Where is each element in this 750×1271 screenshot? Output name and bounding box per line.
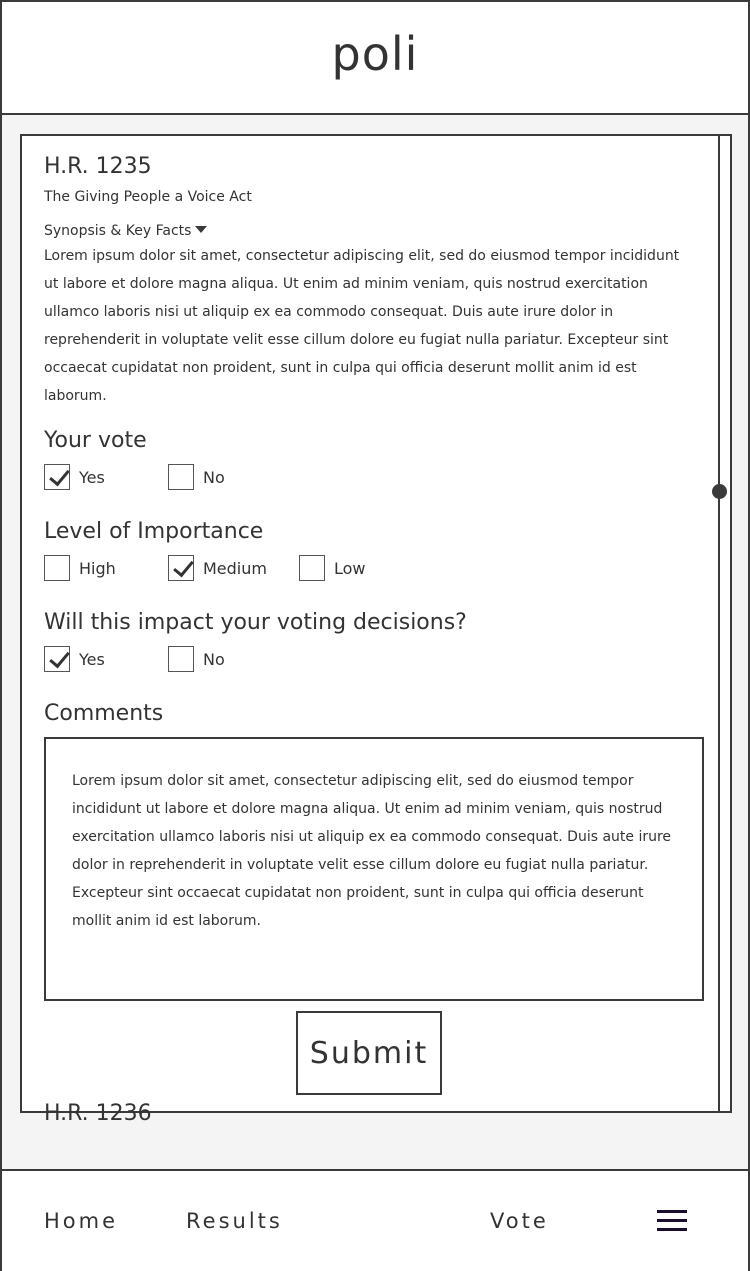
importance-medium-label: Medium bbox=[203, 558, 267, 578]
impact-yes-label: Yes bbox=[79, 649, 105, 669]
bill-title: The Giving People a Voice Act bbox=[44, 189, 252, 205]
synopsis-text: Lorem ipsum dolor sit amet, consectetur adipiscing elit, sed do eiusmod tempor incididunt ut labore et dolore magna aliqua. Ut enim ad minim veniam, quis nostrud exercitation ullamco laboris nisi ut aliquip ex ea commodo consequat. Duis aute irure dolor in reprehenderit in voluptate velit esse cillum dolore eu fugiat nulla pariatur. Excepteur sint occaecat cupidatat non proident, sunt in culpa qui officia deserunt mollit anim id est laborum. bbox=[44, 248, 680, 404]
scrollbar-track[interactable] bbox=[718, 136, 720, 1111]
app-logo: poli bbox=[331, 26, 419, 81]
impact-title: Will this impact your voting decisions? bbox=[44, 610, 467, 635]
impact-no-checkbox[interactable] bbox=[168, 646, 194, 672]
importance-medium-checkbox[interactable] bbox=[168, 555, 194, 581]
nav-vote[interactable]: Vote bbox=[490, 1209, 549, 1233]
bottom-nav bbox=[2, 1169, 748, 1271]
vote-no-checkbox[interactable] bbox=[168, 464, 194, 490]
importance-low-label: Low bbox=[334, 558, 366, 578]
importance-high-checkbox[interactable] bbox=[44, 555, 70, 581]
bill-number: H.R. 1235 bbox=[44, 154, 152, 179]
importance-medium-option[interactable] bbox=[168, 555, 299, 581]
nav-home[interactable]: Home bbox=[44, 1209, 119, 1233]
next-bill-number: H.R. 1236 bbox=[44, 1101, 152, 1126]
impact-yes-option[interactable] bbox=[44, 646, 168, 672]
your-vote-options bbox=[44, 462, 694, 492]
comments-textarea[interactable]: Lorem ipsum dolor sit amet, consectetur adipiscing elit, sed do eiusmod tempor incididunt ut labore et dolore magna aliqua. Ut enim ad minim veniam, quis nostrud exercitation ullamco laboris nisi ut aliquip ex ea commodo consequat. Duis aute irure dolor in reprehenderit in voluptate velit esse cillum dolore eu fugiat nulla pariatur. Excepteur sint occaecat cupidatat non proident, sunt in culpa qui officia deserunt mollit anim id est laborum. bbox=[44, 737, 704, 1001]
synopsis-toggle-label: Synopsis & Key Facts bbox=[44, 223, 192, 239]
importance-high-option[interactable] bbox=[44, 555, 168, 581]
impact-yes-checkbox[interactable] bbox=[44, 646, 70, 672]
bill-content bbox=[44, 136, 694, 1127]
importance-title: Level of Importance bbox=[44, 519, 264, 544]
vote-no-label: No bbox=[203, 467, 225, 487]
submit-button[interactable]: Submit bbox=[296, 1011, 442, 1095]
comments-title: Comments bbox=[44, 701, 164, 726]
caret-down-icon bbox=[195, 226, 207, 233]
importance-low-checkbox[interactable] bbox=[299, 555, 325, 581]
importance-high-label: High bbox=[79, 558, 116, 578]
vote-yes-label: Yes bbox=[79, 467, 105, 487]
importance-low-option[interactable] bbox=[299, 555, 366, 581]
bill-card[interactable] bbox=[20, 134, 732, 1126]
app-header bbox=[2, 2, 748, 115]
impact-options bbox=[44, 644, 694, 674]
impact-no-label: No bbox=[203, 649, 225, 669]
impact-no-option[interactable] bbox=[168, 646, 225, 672]
nav-results[interactable]: Results bbox=[186, 1209, 283, 1233]
vote-yes-option[interactable] bbox=[44, 464, 168, 490]
vote-yes-checkbox[interactable] bbox=[44, 464, 70, 490]
scrollbar-thumb[interactable] bbox=[712, 484, 727, 499]
submit-wrap bbox=[44, 1011, 694, 1095]
hamburger-menu-icon[interactable] bbox=[657, 1210, 687, 1232]
your-vote-title: Your vote bbox=[44, 428, 147, 453]
importance-options bbox=[44, 553, 694, 583]
synopsis-toggle[interactable] bbox=[44, 222, 207, 240]
vote-no-option[interactable] bbox=[168, 464, 225, 490]
